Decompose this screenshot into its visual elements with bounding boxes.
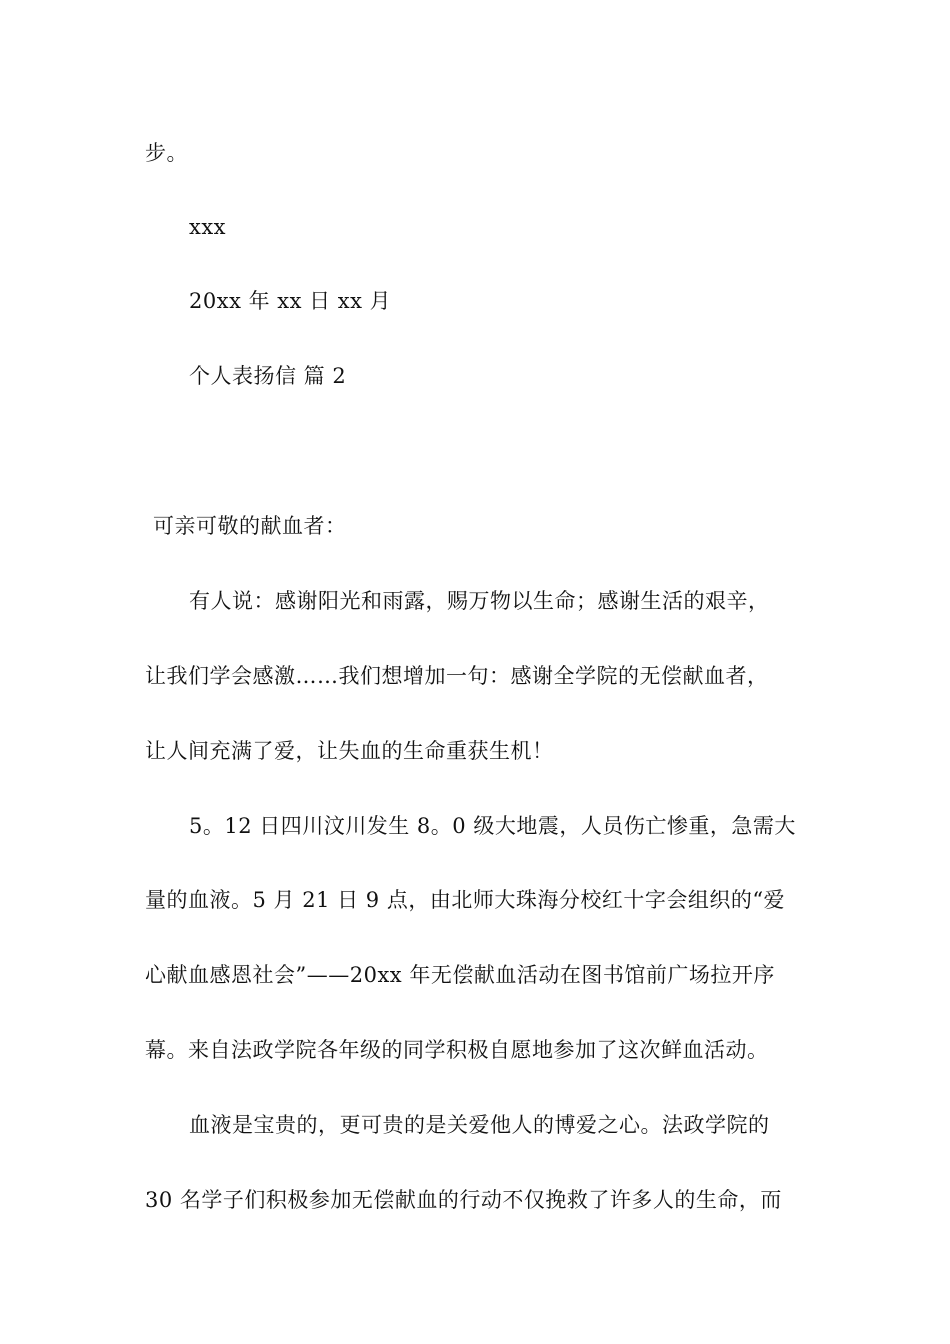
paragraph-line: 量的血液。5 月 21 日 9 点，由北师大珠海分校红十字会组织的“爱 bbox=[145, 888, 786, 912]
section-heading: 个人表扬信 篇 2 bbox=[189, 364, 347, 388]
paragraph-line: 有人说：感谢阳光和雨露，赐万物以生命；感谢生活的艰辛， bbox=[189, 589, 770, 613]
salutation: 可亲可敬的献血者： bbox=[153, 514, 347, 538]
paragraph-line: 幕。来自法政学院各年级的同学积极自愿地参加了这次鲜血活动。 bbox=[145, 1038, 769, 1062]
paragraph-line: 30 名学子们积极参加无偿献血的行动不仅挽救了许多人的生命，而 bbox=[145, 1188, 782, 1212]
paragraph-line: 心献血感恩社会”——20xx 年无偿献血活动在图书馆前广场拉开序 bbox=[145, 963, 775, 987]
signature-name: xxx bbox=[189, 215, 227, 239]
paragraph-line: 让人间充满了爱，让失血的生命重获生机！ bbox=[145, 739, 554, 763]
paragraph-line: 血液是宝贵的，更可贵的是关爱他人的博爱之心。法政学院的 bbox=[189, 1113, 770, 1137]
paragraph-line: 5。12 日四川汶川发生 8。0 级大地震，人员伤亡惨重，急需大 bbox=[189, 814, 796, 838]
paragraph-end-line: 步。 bbox=[145, 141, 188, 165]
paragraph-line: 让我们学会感激……我们想增加一句：感谢全学院的无偿献血者， bbox=[145, 664, 769, 688]
signature-date: 20xx 年 xx 日 xx 月 bbox=[189, 289, 392, 313]
